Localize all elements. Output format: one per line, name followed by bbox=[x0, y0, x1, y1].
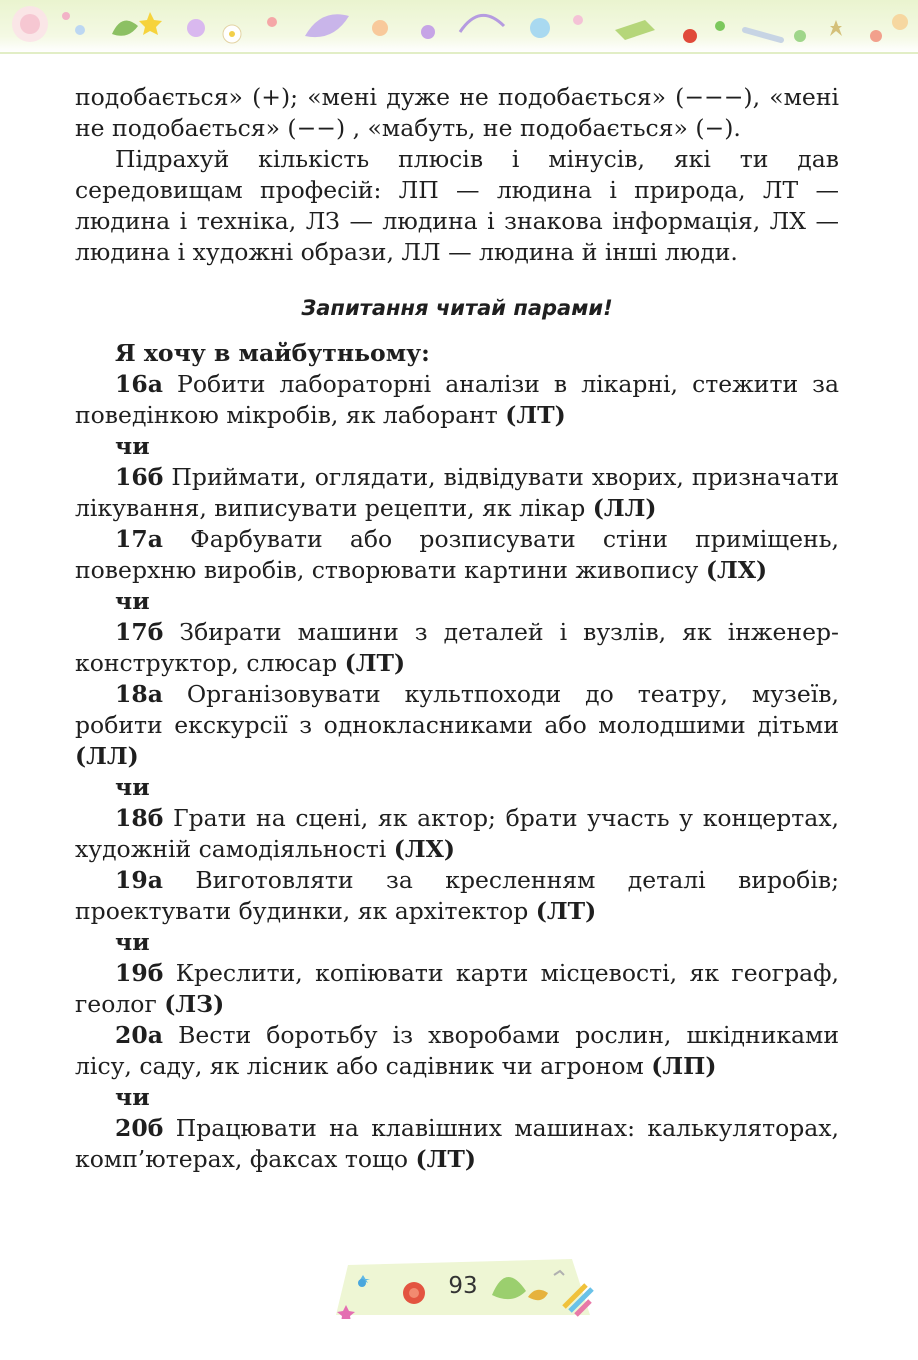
item-text: Креслити, копіювати карти місцевості, як географ, геолог bbox=[75, 959, 839, 1018]
item-number: 19б bbox=[115, 959, 164, 987]
question-item-20a bbox=[75, 1020, 839, 1082]
item-number: 17б bbox=[115, 618, 164, 646]
or-separator: чи bbox=[115, 432, 150, 460]
item-number: 16б bbox=[115, 463, 164, 491]
question-intro: Я хочу в майбутньому: bbox=[115, 339, 430, 367]
item-number: 20б bbox=[115, 1114, 164, 1142]
item-text: Фарбувати або розписувати стіни приміщень, поверхню виробів, створювати картини живопису bbox=[75, 525, 839, 584]
or-separator: чи bbox=[115, 773, 150, 801]
item-code: (ЛХ) bbox=[393, 835, 455, 863]
item-text: Збирати машини з деталей і вузлів, як інженер-конструктор, слюсар bbox=[75, 618, 839, 677]
item-text: Виготовляти за кресленням деталі виробів; проектувати будинки, як архітектор bbox=[75, 866, 839, 925]
question-item-19a bbox=[75, 865, 839, 927]
item-text: Вести боротьбу із хворобами рослин, шкідниками лісу, саду, як лісник або садівник чи агроном bbox=[75, 1021, 839, 1080]
question-item-19b bbox=[75, 958, 839, 1020]
decorative-top-border bbox=[0, 0, 918, 54]
item-number: 19а bbox=[115, 866, 163, 894]
item-number: 18а bbox=[115, 680, 163, 708]
page-footer bbox=[332, 1257, 594, 1319]
floral-ornament-icon bbox=[0, 0, 918, 52]
item-code: (ЛЛ) bbox=[592, 494, 657, 522]
item-code: (ЛТ) bbox=[535, 897, 597, 925]
or-separator: чи bbox=[115, 928, 150, 956]
question-item-17b bbox=[75, 617, 839, 679]
page-number: 93 bbox=[448, 1273, 478, 1299]
item-number: 17а bbox=[115, 525, 163, 553]
question-item-20b bbox=[75, 1113, 839, 1175]
or-separator: чи bbox=[115, 1083, 150, 1111]
item-number: 20а bbox=[115, 1021, 163, 1049]
item-code: (ЛТ) bbox=[415, 1145, 476, 1173]
item-code: (ЛТ) bbox=[505, 401, 566, 429]
question-item-16a bbox=[75, 369, 839, 431]
item-text: Організовувати культпоходи до театру, музеїв, робити екскурсії з однокласниками або молодшими дітьми bbox=[75, 680, 839, 739]
page-content bbox=[75, 82, 839, 1175]
item-text: Грати на сцені, як актор; брати участь у концертах, художній самодіяльності bbox=[75, 804, 839, 863]
item-code: (ЛЛ) bbox=[75, 742, 139, 770]
item-text: Приймати, оглядати, відвідувати хворих, призначати лікування, виписувати рецепти, як лікар bbox=[75, 463, 839, 522]
question-item-18a bbox=[75, 679, 839, 772]
item-text: Працювати на клавішних машинах: калькуляторах, комп’ютерах, факсах тощо bbox=[75, 1114, 839, 1173]
item-number: 18б bbox=[115, 804, 164, 832]
item-number: 16а bbox=[115, 370, 163, 398]
item-code: (ЛХ) bbox=[705, 556, 768, 584]
question-item-17a bbox=[75, 524, 839, 586]
or-separator: чи bbox=[115, 587, 150, 615]
continued-paragraph: подобається» (+); «мені дуже не подобається» (−−−), «мені не подобається» (−−) , «мабуть, не подобається» (−). bbox=[75, 83, 839, 142]
item-text: Робити лабораторні аналізи в лікарні, стежити за поведінкою мікробів, як лаборант bbox=[75, 370, 839, 429]
instruction-paragraph: Підрахуй кількість плюсів і мінусів, які ти дав середовищам професій: ЛП — людина і природа, ЛТ — людина і техніка, ЛЗ — людина і знакова інформація, ЛХ — людина і художні образи, ЛЛ — людина й інші люди. bbox=[75, 145, 839, 266]
item-code: (ЛП) bbox=[651, 1052, 717, 1080]
item-code: (ЛЗ) bbox=[164, 990, 225, 1018]
question-item-16b bbox=[75, 462, 839, 524]
section-heading: Запитання читай парами! bbox=[301, 296, 613, 320]
question-item-18b bbox=[75, 803, 839, 865]
item-code: (ЛТ) bbox=[344, 649, 406, 677]
